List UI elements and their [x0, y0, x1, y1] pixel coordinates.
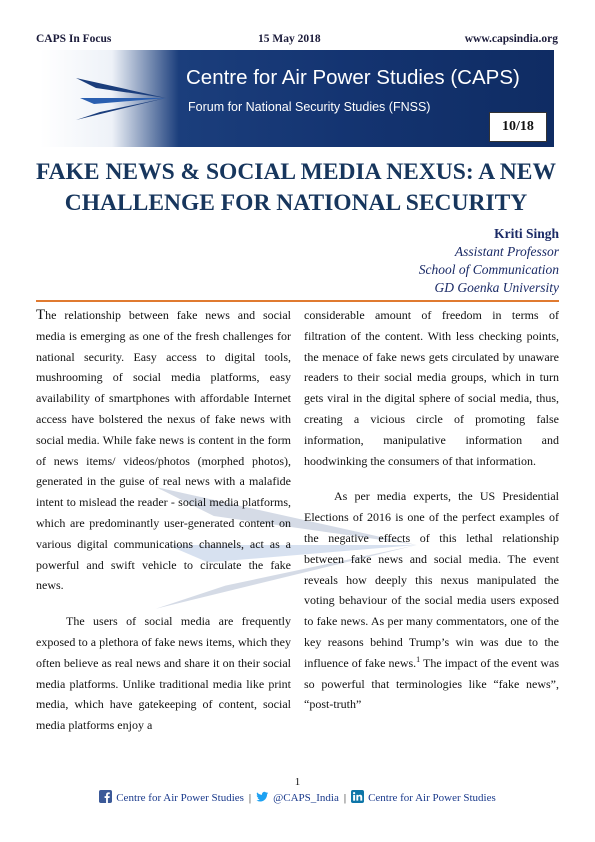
caps-arrow-logo-icon	[74, 68, 174, 128]
linkedin-link[interactable]: Centre for Air Power Studies	[368, 792, 496, 804]
page-number: 1	[294, 776, 301, 788]
caps-banner	[40, 50, 554, 147]
right-column	[304, 305, 559, 715]
social-footer	[0, 790, 595, 804]
author-block	[419, 225, 559, 297]
linkedin-icon[interactable]	[351, 790, 364, 803]
paragraph: As per media experts, the US Presidential Elections of 2016 is one of the perfect examples of the negative effects of this lethal relationship between fake news and social media. The event reveals how deeply this nexus manipulated the voting behaviour of the social media users exposed to fake news. As per many commentators, one of the key reasons behind Trump’s win was due to the influence of fake news.$^1$ The impact of the event was so powerful that terminologies like “fake news”, “post-truth”	[304, 489, 559, 712]
facebook-icon[interactable]	[99, 790, 112, 803]
facebook-link[interactable]: Centre for Air Power Studies	[116, 792, 244, 804]
footnote-reference[interactable]: 1	[416, 654, 421, 664]
left-column	[36, 305, 291, 736]
drop-cap: T	[36, 307, 46, 323]
banner-subtitle: Forum for National Security Studies (FNSS)	[188, 100, 431, 114]
banner-title: Centre for Air Power Studies (CAPS)	[186, 66, 520, 89]
author-university: GD Goenka University	[434, 280, 559, 295]
author-department: School of Communication	[418, 262, 559, 277]
publication-name: CAPS In Focus	[36, 33, 112, 45]
paragraph: considerable amount of freedom in terms of filtration of the content. With less checking points, the menace of fake news gets circulated by unaware readers to their social media groups, which in turn gets viral in the digital sphere of social media, thus, creating a vicious circle of promoting false information, manipulative information and hoodwinking the consumers of that information.	[304, 308, 559, 468]
title-divider	[36, 300, 559, 302]
twitter-icon[interactable]	[256, 790, 269, 803]
separator: |	[248, 792, 252, 804]
page-header	[36, 33, 558, 49]
website-link[interactable]: www.capsindia.org	[464, 33, 558, 45]
publication-date: 15 May 2018	[258, 33, 321, 45]
separator: |	[343, 792, 347, 804]
article-title: FAKE NEWS & SOCIAL MEDIA NEXUS: A NEW CHALLENGE FOR NATIONAL SECURITY	[36, 159, 556, 216]
twitter-handle[interactable]: @CAPS_India	[273, 792, 339, 804]
author-role: Assistant Professor	[454, 244, 559, 259]
paragraph: The relationship between fake news and social media is emerging as one of the fresh challenges for national security. Easy access to digital tools, mushrooming of social media platforms, easy availability of smartphones with affordable Internet access have bolstered the nexus of fake news with social media. While fake news is content in the form of news items/ videos/photos (morphed photos), generated in the guise of real news with a malafide intent to mislead the reader - social media platforms, which are predominantly user-generated content on various digital communications channels, act as a powerful and swift vehicle to circulate the fake news.	[36, 307, 291, 593]
issue-number-badge: 10/18	[489, 112, 547, 142]
author-name: Kriti Singh	[494, 226, 559, 241]
paragraph: The users of social media are frequently exposed to a plethora of fake news items, which they often believe as real news and share it on their social media platforms. Unlike traditional media like print media, which have gatekeeping of content, social media platforms enjoy a	[36, 614, 291, 733]
